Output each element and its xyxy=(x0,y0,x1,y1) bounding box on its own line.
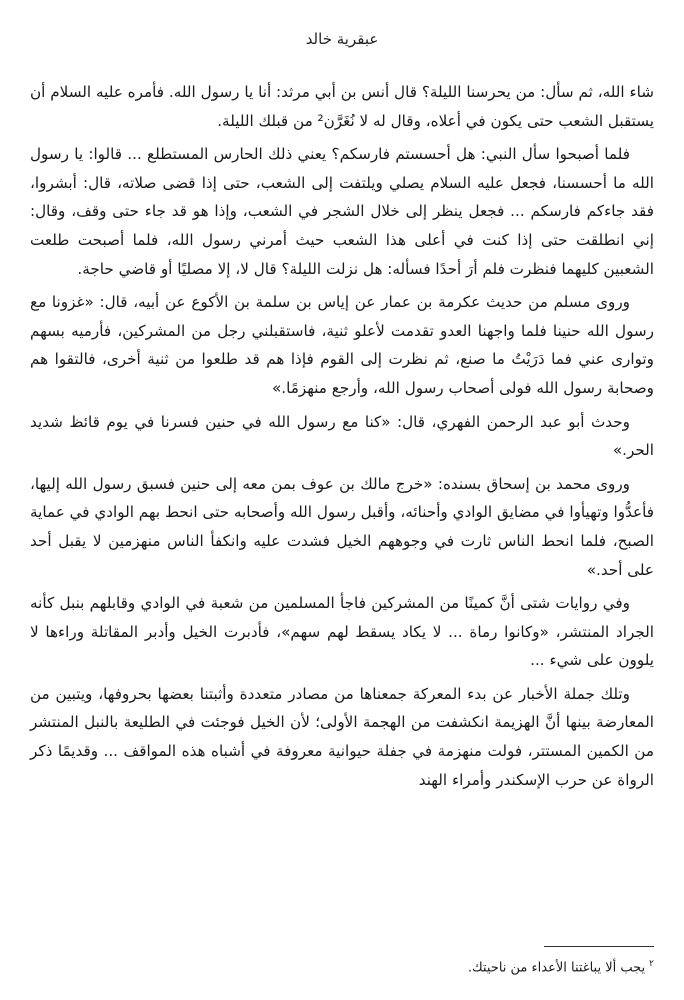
paragraph: وروى محمد بن إسحاق بسنده: «خرج مالك بن عوف بمن معه إلى حنين فسبق رسول الله إليها، فأعدُّوا وتهيأوا في مضايق الوادي وأحنائه، وأقبل رسول الله وأصحابه حتى انحط بهم الوادي في عماية الصبح، فلما انحط الناس ثارت في وجوههم الخيل فشدت عليه وانكفأ الناس منهزمين لا يقبل أحد على أحد.» xyxy=(29,474,654,579)
footnote-divider xyxy=(544,946,654,947)
paragraph: شاء الله، ثم سأل: من يحرسنا الليلة؟ قال أنس بن أبي مرثد: أنا يا رسول الله. فأمره عليه السلام أن يستقبل الشعب حتى يكون في أعلاه، وقال له لا نُغَرَّن² من قبلك الليلة. xyxy=(30,83,654,130)
running-head: عبقرية خالد xyxy=(305,30,379,48)
footnote-text: يجب ألا يباغتنا الأعداء من ناحيتك. xyxy=(467,960,646,976)
footnote xyxy=(30,954,654,978)
paragraph: وحدث أبو عبد الرحمن الفهري، قال: «كنا مع رسول الله في حنين فسرنا في يوم قائظ شديد الحر.» xyxy=(30,412,654,460)
paragraph: وتلك جملة الأخبار عن بدء المعركة جمعناها من مصادر متعددة وأثبتنا بعضها بحروفها، ويتبين من المعارضة بينها أنَّ الهزيمة انكشفت من الهجمة الأولى؛ لأن الخيل فوجئت في الطليعة بالنبل المنتشر من الكمين المستتر، فولت منهزمة في جفلة حيوانية معروفة في أشباه هذه المواقف ... وقديمًا ذكر الرواة عن حرب الإسكندر وأمراء الهند xyxy=(30,684,654,789)
body-text xyxy=(30,78,654,799)
paragraph: وفي روايات شتى أنَّ كمينًا من المشركين فاجأ المسلمين من شعبة في الوادي وقابلهم بنبل كأنه الجراد المنتشر، «وكانوا رماة ... لا يكاد يسقط لهم سهم»، فأدبرت الخيل وأدبر المقاتلة وراءها لا يلوون على شيء ... xyxy=(30,594,654,670)
paragraph: وروى مسلم من حديث عكرمة بن عمار عن إياس بن سلمة بن الأكوع عن أبيه، قال: «غزونا مع رسول الله حنينا فلما واجهنا العدو تقدمت لأعلو ثنية، فاستقبلني رجل من المشركين، فأرميه بسهم وتوارى عني فما دَرَيْتُ ما صنع، ثم نظرت إلى القوم فإذا هم قد طلعوا من ثنية أخرى، فالتقوا هم وصحابة رسول الله فولى أصحاب رسول الله، وأرجع منهزمًا.» xyxy=(30,293,654,397)
footnote-marker: ٢ xyxy=(649,959,654,969)
paragraph: فلما أصبحوا سأل النبي: هل أحسستم فارسكم؟ يعني ذلك الحارس المستطلع ... قالوا: يا رسول الله ما أحسسنا، فجعل عليه السلام يصلي ويلتفت إلى الشعب، حتى إذا قضى صلاته، قال: أبشروا، فقد جاءكم فارسكم ... فجعل ينظر إلى خلال الشجر في الشعب، وإذا هو قد جاء حتى وقف، وقال: إني انطلقت حتى إذا كنت في أعلى هذا الشعب حيث أمرني رسول الله، فلما أصبحت طلعت الشعبين كليهما فنظرت فلم أرَ أحدًا فسأله: هل نزلت الليلة؟ قال لا، إلا مصليًا أو قاضي حاجة. xyxy=(30,145,654,278)
